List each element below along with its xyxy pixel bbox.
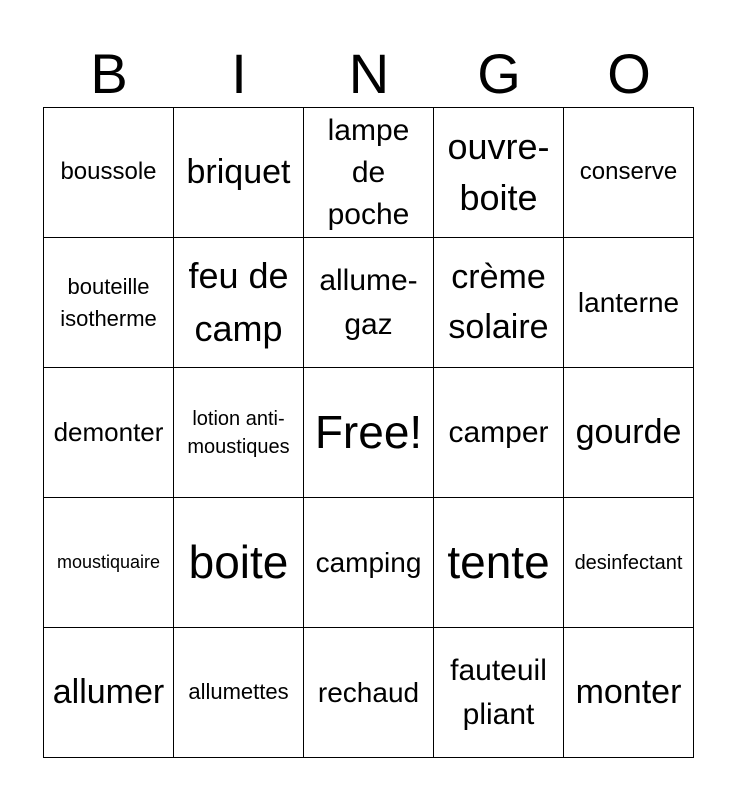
bingo-cell[interactable] <box>564 498 694 628</box>
bingo-cell[interactable] <box>304 238 434 368</box>
bingo-header <box>44 40 694 108</box>
cell-label: boussole <box>60 158 157 186</box>
bingo-cell[interactable] <box>44 498 174 628</box>
cell-label: boite <box>188 536 289 589</box>
cell-label: Free! <box>314 406 423 459</box>
bingo-cell[interactable] <box>174 368 304 498</box>
bingo-cell[interactable] <box>434 238 564 368</box>
header-letter-o: O <box>607 42 651 105</box>
cell-label: tente <box>447 536 550 589</box>
header-letter-n: N <box>348 42 390 105</box>
cell-label: bouteille isotherme <box>60 273 157 331</box>
cell-label: camping <box>315 546 422 578</box>
cell-label: feu de camp <box>188 255 289 349</box>
bingo-board <box>43 107 694 758</box>
bingo-cell[interactable] <box>564 628 694 758</box>
bingo-cell[interactable] <box>44 628 174 758</box>
cell-label: lotion anti-moustiques <box>187 407 290 458</box>
cell-label: rechaud <box>317 676 420 708</box>
cell-label: gourde <box>575 413 682 452</box>
bingo-cell[interactable] <box>564 238 694 368</box>
bingo-cell[interactable] <box>434 628 564 758</box>
cell-label: moustiquaire <box>56 551 161 572</box>
cell-label: conserve <box>579 158 678 186</box>
cell-label: allumer <box>52 673 165 712</box>
bingo-cell[interactable] <box>564 108 694 238</box>
cell-label: desinfectant <box>574 551 683 574</box>
bingo-cell[interactable] <box>434 108 564 238</box>
bingo-cell[interactable] <box>174 498 304 628</box>
bingo-cell[interactable] <box>44 238 174 368</box>
cell-label: camper <box>448 415 549 449</box>
cell-label: lanterne <box>577 286 680 318</box>
cell-label: monter <box>575 673 682 712</box>
cell-label: crème solaire <box>448 258 549 346</box>
bingo-cell[interactable] <box>304 108 434 238</box>
bingo-cell[interactable] <box>174 238 304 368</box>
bingo-cell[interactable] <box>434 498 564 628</box>
cell-label: lampe de poche <box>327 113 410 231</box>
bingo-cell[interactable] <box>304 498 434 628</box>
bingo-cell[interactable] <box>174 108 304 238</box>
cell-label: allumettes <box>188 679 289 705</box>
bingo-cell[interactable] <box>44 108 174 238</box>
bingo-cell[interactable] <box>44 368 174 498</box>
cell-label: briquet <box>186 153 291 192</box>
header-letter-b: B <box>90 42 128 105</box>
bingo-cell[interactable] <box>304 628 434 758</box>
cell-label: demonter <box>53 417 164 448</box>
bingo-cell[interactable] <box>304 368 434 498</box>
bingo-cell[interactable] <box>564 368 694 498</box>
cell-label: allume-gaz <box>319 264 418 341</box>
cell-label: ouvre-boite <box>447 126 550 218</box>
bingo-cell[interactable] <box>174 628 304 758</box>
header-letter-i: I <box>231 42 247 105</box>
bingo-cell[interactable] <box>434 368 564 498</box>
cell-label: fauteuil pliant <box>450 654 547 731</box>
header-letter-g: G <box>477 42 521 105</box>
